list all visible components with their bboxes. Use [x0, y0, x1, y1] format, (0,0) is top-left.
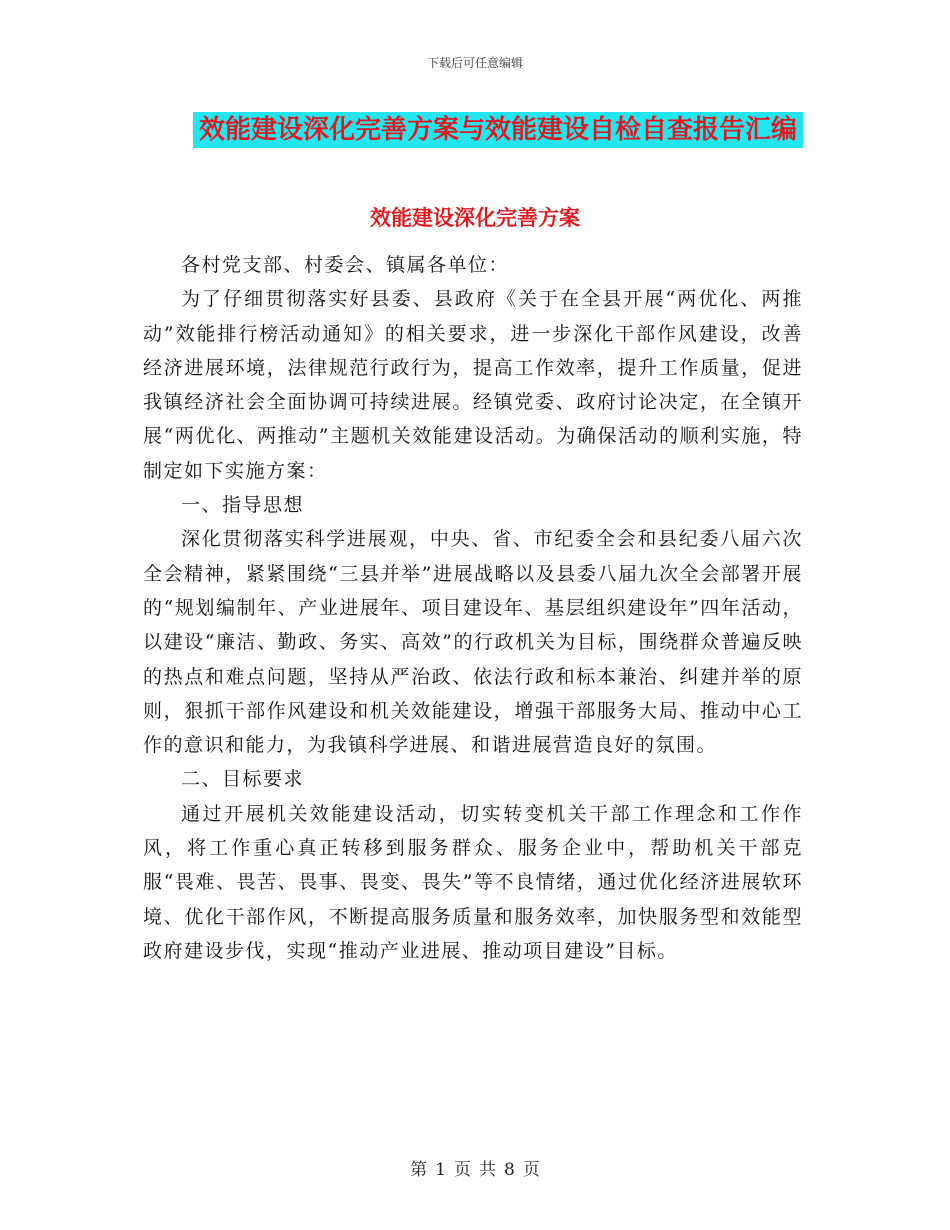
heading-guiding-thought: 一、指导思想: [181, 494, 305, 517]
footer-total-label: 共: [479, 1160, 496, 1180]
footer-prefix: 第: [410, 1160, 428, 1180]
page-footer: [0, 1155, 950, 1180]
footer-suffix: 页: [522, 1160, 540, 1180]
footer-page-word: 页: [454, 1160, 471, 1180]
current-page-number: 1: [435, 1160, 446, 1180]
total-page-number: 8: [504, 1160, 515, 1180]
heading-goals: 二、目标要求: [181, 768, 305, 791]
intro-paragraph: 为了仔细贯彻落实好县委、县政府《关于在全县开展“两优化、两推动”效能排行榜活动通知》的相关要求，进一步深化干部作风建设，改善经济进展环境，法律规范行政行为，提高工作效率，提升工作质量，促进我镇经济社会全面协调可持续进展。经镇党委、政府讨论决定，在全镇开展“两优化、两推动”主题机关效能建设活动。为确保活动的顺利实施，特制定如下实施方案：: [143, 288, 803, 482]
goals-paragraph: 通过开展机关效能建设活动，切实转变机关干部工作理念和工作作风，将工作重心真正转移到服务群众、服务企业中，帮助机关干部克服“畏难、畏苦、畏事、畏变、畏失”等不良情绪，通过优化经济进展软环境、优化干部作风，不断提高服务质量和服务效率，加快服务型和效能型政府建设步伐，实现“推动产业进展、推动项目建设”目标。: [143, 802, 803, 962]
section-title: 效能建设深化完善方案: [370, 205, 580, 230]
guiding-thought-paragraph: 深化贯彻落实科学进展观，中央、省、市纪委全会和县纪委八届六次全会精神，紧紧围绕“三县并举”进展战略以及县委八届九次全会部署开展的“规划编制年、产业进展年、项目建设年、基层组织建设年”四年活动，以建设“廉洁、勤政、务实、高效”的行政机关为目标，围绕群众普遍反映的热点和难点问题，坚持从严治政、依法行政和标本兼治、纠建并举的原则，狠抓干部作风建设和机关效能建设，增强干部服务大局、推动中心工作的意识和能力，为我镇科学进展、和谐进展营造良好的氛围。: [143, 528, 803, 757]
page-header-note: 下载后可任意编辑: [426, 56, 523, 70]
document-title: 效能建设深化完善方案与效能建设自检自查报告汇编: [193, 112, 803, 148]
salutation-paragraph: 各村党支部、村委会、镇属各单位：: [181, 254, 510, 276]
document-body: [143, 248, 803, 968]
